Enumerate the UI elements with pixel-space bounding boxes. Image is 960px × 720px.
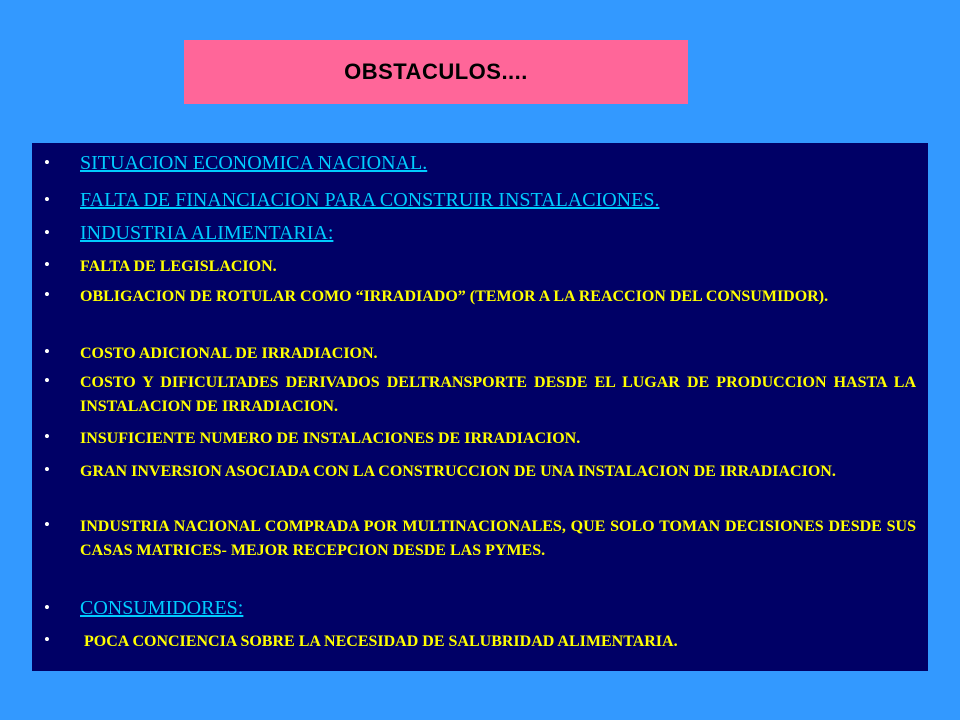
bullet-icon: • [44, 285, 50, 304]
bullet-icon: • [44, 630, 50, 649]
list-item: OBLIGACION DE ROTULAR COMO “IRRADIADO” (TEMOR A LA REACCION DEL CONSUMIDOR). [80, 288, 829, 305]
list-item-heading: FALTA DE FINANCIACION PARA CONSTRUIR INSTALACIONES. [80, 189, 660, 211]
list-item: COSTO ADICIONAL DE IRRADIACION. [80, 345, 378, 362]
list-item-heading: CONSUMIDORES: [80, 597, 244, 619]
bullet-icon: • [44, 153, 50, 172]
slide-title: OBSTACULOS.... [344, 59, 528, 84]
list-item-heading: INDUSTRIA ALIMENTARIA: [80, 222, 334, 244]
list-item: GRAN INVERSION ASOCIADA CON LA CONSTRUCCION DE UNA INSTALACION DE IRRADIACION. [80, 463, 836, 480]
bullet-icon: • [44, 190, 50, 209]
bullet-icon: • [44, 427, 50, 446]
list-item: INSUFICIENTE NUMERO DE INSTALACIONES DE IRRADIACION. [80, 430, 581, 447]
bullet-icon: • [44, 342, 50, 361]
bullet-icon: • [44, 371, 50, 390]
bullet-icon: • [44, 223, 50, 242]
bullet-icon: • [44, 460, 50, 479]
list-item-heading: SITUACION ECONOMICA NACIONAL. [80, 152, 428, 174]
content-panel [32, 143, 928, 671]
title-banner [184, 40, 688, 104]
list-item: FALTA DE LEGISLACION. [80, 258, 277, 275]
list-item: COSTO Y DIFICULTADES DERIVADOS DELTRANSPORTE DESDE EL LUGAR DE PRODUCCION HASTA LA INSTALACION DE IRRADIACION. [80, 374, 916, 415]
bullet-icon: • [44, 515, 50, 534]
list-item: POCA CONCIENCIA SOBRE LA NECESIDAD DE SALUBRIDAD ALIMENTARIA. [80, 633, 678, 650]
bullet-icon: • [44, 598, 50, 617]
bullet-icon: • [44, 255, 50, 274]
list-item: INDUSTRIA NACIONAL COMPRADA POR MULTINACIONALES, QUE SOLO TOMAN DECISIONES DESDE SUS CASAS MATRICES- MEJOR RECEPCION DESDE LAS PYMES. [80, 518, 916, 559]
